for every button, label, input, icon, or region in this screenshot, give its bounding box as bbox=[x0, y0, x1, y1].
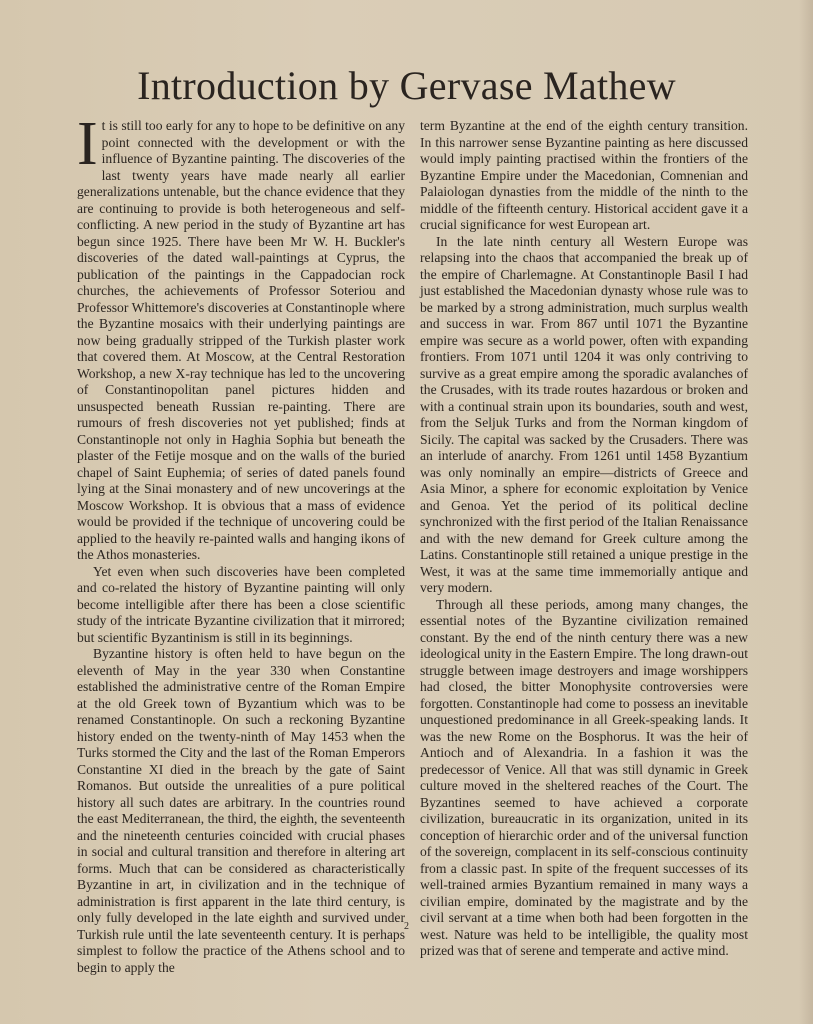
paragraph bbox=[77, 110, 405, 564]
page-title: Introduction by Gervase Mathew bbox=[137, 63, 676, 108]
paragraph-text: t is still too early for any to hope to be definitive on any point connected with the development or with the influence of Byzantine painting. The discoveries of the last twenty years have made nearly all earlier generalizations untenable, but the chance evidence that they are continuing to provide is both heterogeneous and self-conflicting. A new period in the study of Byzantine art has begun since 1925. There have been Mr W. H. Buckler's discoveries of the dated wall-paintings at Cyprus, the publication of the paintings in the Cappadocian rock churches, the achievements of Professor Soteriou and Professor Whittemore's discoveries at Constantinople where the Byzantine mosaics with their underlying paintings are now being gradually stripped of the Turkish plaster work that covered them. At Moscow, at the Central Restoration Workshop, a new X-ray technique has led to the uncovering of Constantinopolitan panel pictures hidden and unsuspected beneath Russian re-painting. There are rumours of fresh discoveries not yet published; finds at Constantinople not only in Haghia Sophia but beneath the plaster of the Fetije mosque and on the walls of the buried chapel of Saint Euphemia; of series of dated panels found lying at the Sinai monastery and of new uncoverings at the Moscow Workshop. It is obvious that a mass of evidence would be provided if the technique of uncovering could be applied to the heavily re-painted walls and hanging ikons of the Athos monasteries. bbox=[77, 118, 405, 562]
left-column bbox=[77, 110, 406, 976]
drop-cap: I bbox=[77, 110, 98, 178]
paragraph: Through all these periods, among many changes, the essential notes of the Byzantine civilization remained constant. By the end of the ninth century there was a new ideological unity in the Eastern Empire. The long drawn-out struggle between image destroyers and image worshippers had closed, the bitter Monophysite controversies were forgotten. Constantinople had come to possess an inevitable unquestioned predominance in all Greek-speaking lands. It was the new Rome on the Bosphorus. It was the heir of Antioch and of Alexandria. In a fashion it was the predecessor of Venice. All that was still dynamic in Greek culture moved in the sheltered reaches of the Court. The Byzantines seemed to have achieved a corporate civilization, bureaucratic in its organization, united in its conception of hierarchic order and of the universal function of the sovereign, complacent in its self-conscious continuity from a classic past. In spite of the frequent successes of its well-trained armies Byzantium remained in many ways a civilian empire, dominated by the magistrate and by the civil servant at a time when both had been forgotten in the west. Nature was held to be intelligible, the quality most prized was that of serene and temperate and active mind. bbox=[420, 596, 748, 958]
right-column bbox=[420, 118, 748, 960]
page-number: 2 bbox=[404, 921, 409, 932]
paragraph: Yet even when such discoveries have been completed and co-related the history of Byzantine painting will only become intelligible after there has been a close scientific study of the intricate Byzantine civilization that it mirrored; but scientific Byzantinism is still in its beginnings. bbox=[77, 563, 405, 645]
paragraph: term Byzantine at the end of the eighth century transition. In this narrower sense Byzantine painting as here discussed would imply painting practised within the frontiers of the Byzantine Empire under the Macedonian, Comnenian and Palaiologan dynasties from the middle of the ninth to the middle of the fifteenth century. Historical accident gave it a crucial significance for west European art. bbox=[420, 118, 748, 232]
paragraph: Byzantine history is often held to have begun on the eleventh of May in the year 330 when Constantine established the administrative centre of the Roman Empire at the old Greek town of Byzantium which was to be renamed Constantinople. On such a reckoning Byzantine history ended on the twenty-ninth of May 1453 when the Turks stormed the City and the last of the Roman Emperors Constantine XI died in the breach by the gate of Saint Romanos. But outside the unrealities of a pure political history all such dates are arbitrary. In the countries round the east Mediterranean, the third, the eighth, the seventeenth and the nineteenth centuries coincided with crucial phases in social and cultural transition and therefore in altering art forms. Much that can be considered as characteristically Byzantine in art, in civilization and in the technique of administration is first apparent in the late third century, is only fully developed in the late eighth and survived under Turkish rule until the late seventeenth century. It is perhaps simplest to follow the practice of the Athens school and to begin to apply the bbox=[77, 646, 406, 975]
page-edge-shadow bbox=[799, 0, 813, 1024]
paragraph: In the late ninth century all Western Europe was relapsing into the chaos that accompanied the break up of the empire of Charlemagne. At Constantinople Basil I had just established the Macedonian dynasty whose rule was to be marked by a strong administration, much surplus wealth and success in war. From 867 until 1071 the Byzantine empire was secure as a world power, often with expanding frontiers. From 1071 until 1204 it was only contriving to survive as a great empire among the sporadic avalanches of the Crusades, with its trade routes hazardous or broken and with a continual strain upon its boundaries, south and west, from the Seljuk Turks and from the Norman kingdom of Sicily. The capital was sacked by the Crusaders. There was an interlude of anarchy. From 1261 until 1458 Byzantium was only nominally an empire—districts of Greece and Asia Minor, a sphere for economic exploitation by Venice and Genoa. Yet the period of its political decline synchronized with the first period of the Italian Renaissance and with the new demand for Greek culture among the Latins. Constantinople still retained a unique prestige in the West, it was at the same time immemorially antique and very modern. bbox=[420, 233, 748, 595]
